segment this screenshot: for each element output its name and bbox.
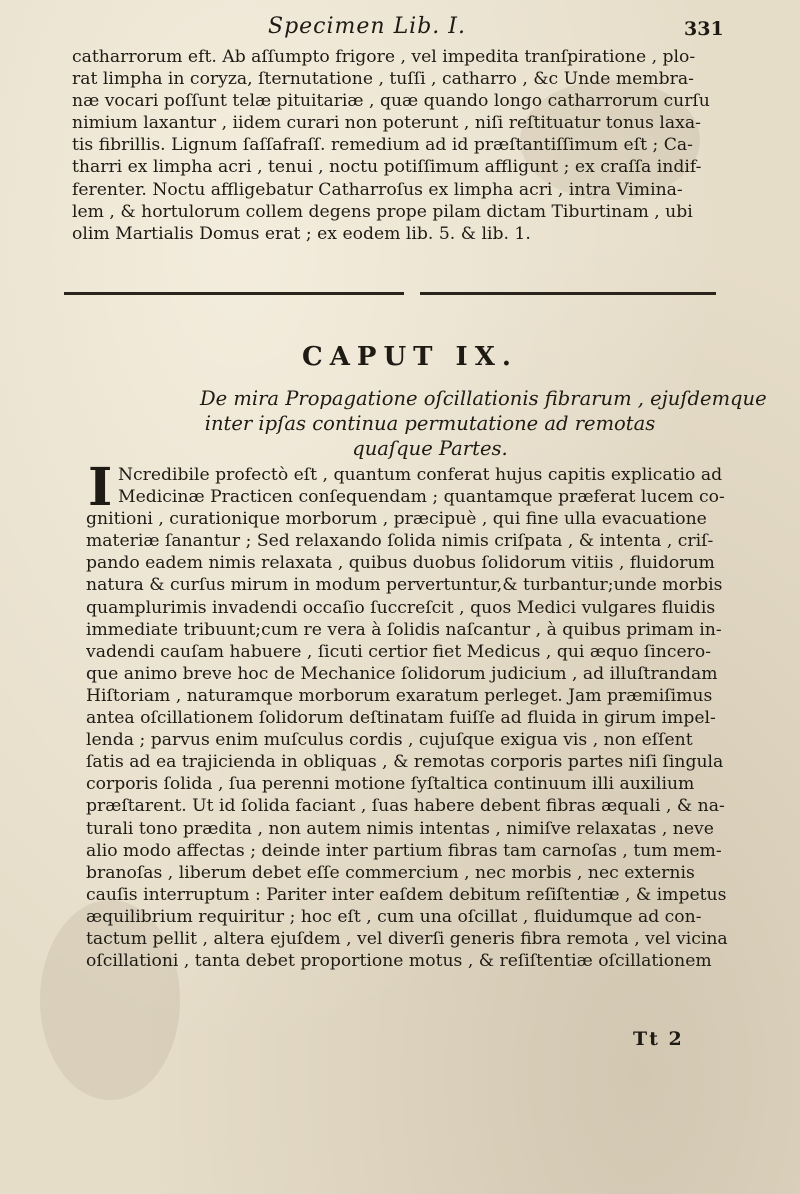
text-line: alio modo affectas ; deinde inter partium fibras tam carnoſas , tum mem- [86,840,722,861]
text-line: corporis ſolida , ſua perenni motione ſyſtaltica continuum illi auxilium [86,774,695,795]
text-line: materiæ ſanantur ; Sed relaxando ſolida nimis criſpata , & intenta , criſ- [86,531,714,552]
chapter-heading: CAPUT IX. [302,342,518,372]
divider-rule [420,292,716,295]
text-line: que animo breve hoc de Mechanice ſolidorum judicium , ad illuſtrandam [86,663,718,684]
running-title: Specimen Lib. I. [268,14,466,39]
text-line: æquilibrium requiritur ; hoc eſt , cum una oſcillat , fluidumque ad con- [86,906,702,927]
paragraph-main [86,457,736,972]
chapter-subtitle [200,386,767,461]
text-line: præſtarent. Ut id ſolida faciant , ſuas habere debent fibras æquali , & na- [86,796,725,817]
page-header [0,14,800,44]
page-number: 331 [684,18,724,40]
text-line: næ vocari poſſunt telæ pituitariæ , quæ quando longo catharrorum curſu [72,91,710,112]
divider-rule [64,292,404,295]
text-line: cauſis interruptum : Pariter inter eaſdem debitum reſiſtentiæ , & impetus [86,884,727,905]
paragraph-top [72,46,732,245]
drop-cap: I [88,457,113,518]
text-line: nimium laxantur , iidem curari non poterunt , niſi reſtituatur tonus laxa- [72,113,701,134]
subtitle-line: De mira Propagatione oſcillationis fibrarum , ejuſdemque [200,387,767,410]
text-line: turali tono prædita , non autem nimis intentas , nimiſve relaxatas , neve [86,818,714,839]
text-line: catharrorum eft. Ab aſſumpto frigore , vel impedita tranſpiratione , plo- [72,47,696,67]
text-line: ferenter. Noctu affligebatur Catharroſus ex limpha acri , intra Vimina- [72,179,683,200]
text-line: branoſas , liberum debet eſſe commercium , nec morbis , nec externis [86,862,695,883]
text-line: Hiſtoriam , naturamque morborum exaratum perleget. Jam præmiſimus [86,685,713,706]
text-line: ſatis ad ea trajicienda in obliquas , & remotas corporis partes niſi ſingula [86,752,724,773]
subtitle-line: quaſque Partes. [352,437,508,460]
subtitle-line: inter ipſas continua permutatione ad remotas [204,412,656,435]
text-line: pando eadem nimis relaxata , quibus duobus ſolidorum vitiis , fluidorum [86,553,715,574]
text-line: tharri ex limpha acri , tenui , noctu potiſſimum affligunt ; ex craſſa indif- [72,157,702,178]
text-line: gnitioni , curationique morborum , præcipuè , qui fine ulla evacuatione [86,509,707,530]
text-line: oſcillationi , tanta debet proportione motus , & reſiſtentiæ oſcillationem [86,951,712,972]
signature-mark: Tt 2 [633,1028,684,1050]
text-line: immediate tribuunt;cum re vera à ſolidis naſcantur , à quibus primam in- [86,619,722,640]
text-line: tactum pellit , altera ejuſdem , vel diverſi generis fibra remota , vel vicina [86,928,728,949]
text-line: lem , & hortulorum collem degens prope pilam dictam Tiburtinam , ubi [72,201,693,222]
text-line: Medicinæ Practicen conſequendam ; quantamque præferat lucem co- [118,487,725,508]
text-line: rat limpha in coryza, ſternutatione , tuſſi , catharro , &c Unde membra- [72,69,694,90]
text-line: natura & curſus mirum in modum pervertuntur,& turbantur;unde morbis [86,575,723,596]
section-divider [56,292,716,298]
text-line: olim Martialis Domus erat ; ex eodem lib. 5. & lib. 1. [72,223,531,244]
text-line: vadendi cauſam habuere , ſicuti certior fiet Medicus , qui æquo ſincero- [86,641,712,662]
text-line: antea oſcillationem ſolidorum deſtinatam fuiſſe ad fluida in girum impel- [86,708,716,729]
text-line: Ncredibile profectò eſt , quantum conferat hujus capitis explicatio ad [118,465,723,485]
text-line: lenda ; parvus enim muſculus cordis , cujuſque exigua vis , non eſſent [86,730,693,751]
text-line: quamplurimis invadendi occaſio ſuccreſcit , quos Medici vulgares fluidis [86,597,716,618]
text-line: tis fibrillis. Lignum ſaſſafraſſ. remedium ad id præſtantiſſimum eſt ; Ca- [72,135,693,156]
